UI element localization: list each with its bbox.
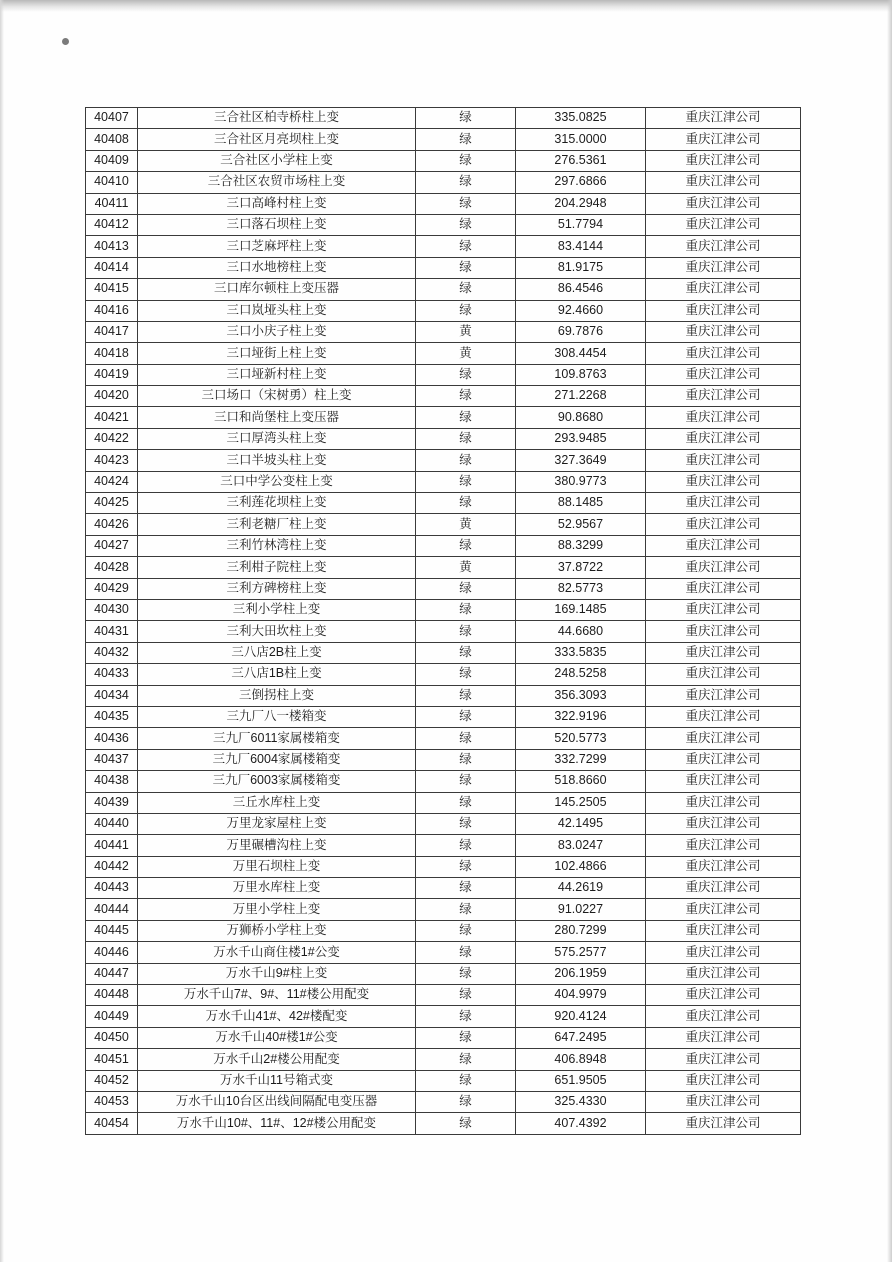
cell-id: 40431 (86, 621, 138, 642)
cell-value: 271.2268 (516, 386, 646, 407)
cell-value: 91.0227 (516, 899, 646, 920)
cell-company: 重庆江津公司 (646, 193, 801, 214)
table-row (86, 835, 801, 856)
cell-company: 重庆江津公司 (646, 599, 801, 620)
cell-value: 518.8660 (516, 771, 646, 792)
cell-status: 绿 (416, 1091, 516, 1112)
cell-value: 575.2577 (516, 942, 646, 963)
cell-name: 万里龙家屋柱上变 (138, 813, 416, 834)
cell-id: 40444 (86, 899, 138, 920)
table-row (86, 214, 801, 235)
cell-value: 52.9567 (516, 514, 646, 535)
cell-value: 280.7299 (516, 920, 646, 941)
cell-value: 332.7299 (516, 749, 646, 770)
table-row (86, 193, 801, 214)
cell-status: 绿 (416, 578, 516, 599)
cell-company: 重庆江津公司 (646, 279, 801, 300)
table-row (86, 407, 801, 428)
cell-status: 绿 (416, 129, 516, 150)
cell-id: 40426 (86, 514, 138, 535)
table-row (86, 279, 801, 300)
table-row (86, 899, 801, 920)
cell-status: 绿 (416, 535, 516, 556)
cell-company: 重庆江津公司 (646, 985, 801, 1006)
cell-status: 绿 (416, 193, 516, 214)
cell-id: 40434 (86, 685, 138, 706)
cell-value: 651.9505 (516, 1070, 646, 1091)
cell-status: 黄 (416, 514, 516, 535)
cell-name: 三八店2B柱上变 (138, 642, 416, 663)
cell-name: 三口中学公变柱上变 (138, 471, 416, 492)
cell-status: 绿 (416, 450, 516, 471)
table-row (86, 428, 801, 449)
cell-company: 重庆江津公司 (646, 835, 801, 856)
cell-id: 40450 (86, 1027, 138, 1048)
table-row (86, 920, 801, 941)
cell-id: 40449 (86, 1006, 138, 1027)
table-row (86, 172, 801, 193)
cell-name: 三口小庆子柱上变 (138, 321, 416, 342)
cell-company: 重庆江津公司 (646, 963, 801, 984)
cell-name: 万里小学柱上变 (138, 899, 416, 920)
cell-company: 重庆江津公司 (646, 343, 801, 364)
cell-status: 绿 (416, 493, 516, 514)
cell-value: 327.3649 (516, 450, 646, 471)
cell-name: 三合社区农贸市场柱上变 (138, 172, 416, 193)
cell-id: 40410 (86, 172, 138, 193)
cell-id: 40413 (86, 236, 138, 257)
cell-id: 40437 (86, 749, 138, 770)
cell-status: 黄 (416, 343, 516, 364)
cell-name: 万水千山2#楼公用配变 (138, 1049, 416, 1070)
cell-company: 重庆江津公司 (646, 321, 801, 342)
cell-status: 绿 (416, 428, 516, 449)
table-row (86, 1070, 801, 1091)
cell-company: 重庆江津公司 (646, 471, 801, 492)
cell-status: 绿 (416, 813, 516, 834)
cell-id: 40439 (86, 792, 138, 813)
cell-name: 三利大田坎柱上变 (138, 621, 416, 642)
cell-id: 40432 (86, 642, 138, 663)
cell-name: 三口厚湾头柱上变 (138, 428, 416, 449)
cell-status: 绿 (416, 749, 516, 770)
cell-status: 绿 (416, 985, 516, 1006)
cell-status: 绿 (416, 642, 516, 663)
cell-name: 三九厂八一楼箱变 (138, 706, 416, 727)
table-row (86, 685, 801, 706)
cell-name: 三口垭街上柱上变 (138, 343, 416, 364)
table-row (86, 364, 801, 385)
cell-name: 三合社区月亮坝柱上变 (138, 129, 416, 150)
cell-company: 重庆江津公司 (646, 407, 801, 428)
cell-id: 40417 (86, 321, 138, 342)
cell-status: 绿 (416, 899, 516, 920)
cell-status: 黄 (416, 321, 516, 342)
cell-company: 重庆江津公司 (646, 172, 801, 193)
cell-company: 重庆江津公司 (646, 813, 801, 834)
cell-name: 万水千山商住楼1#公变 (138, 942, 416, 963)
cell-company: 重庆江津公司 (646, 535, 801, 556)
cell-name: 万里碾槽沟柱上变 (138, 835, 416, 856)
cell-id: 40420 (86, 386, 138, 407)
cell-name: 三利老糖厂柱上变 (138, 514, 416, 535)
cell-company: 重庆江津公司 (646, 728, 801, 749)
cell-company: 重庆江津公司 (646, 300, 801, 321)
table-row (86, 621, 801, 642)
cell-id: 40414 (86, 257, 138, 278)
table-row (86, 386, 801, 407)
cell-id: 40428 (86, 557, 138, 578)
cell-company: 重庆江津公司 (646, 642, 801, 663)
cell-name: 三口落石坝柱上变 (138, 214, 416, 235)
cell-id: 40411 (86, 193, 138, 214)
cell-company: 重庆江津公司 (646, 578, 801, 599)
cell-status: 绿 (416, 1027, 516, 1048)
cell-company: 重庆江津公司 (646, 450, 801, 471)
table-row (86, 856, 801, 877)
cell-status: 绿 (416, 771, 516, 792)
cell-id: 40418 (86, 343, 138, 364)
cell-status: 绿 (416, 300, 516, 321)
table-row (86, 599, 801, 620)
cell-company: 重庆江津公司 (646, 920, 801, 941)
cell-status: 绿 (416, 407, 516, 428)
cell-company: 重庆江津公司 (646, 749, 801, 770)
cell-status: 绿 (416, 835, 516, 856)
table-row (86, 1006, 801, 1027)
cell-status: 绿 (416, 856, 516, 877)
cell-status: 绿 (416, 108, 516, 129)
scan-edge-top (0, 0, 892, 12)
cell-id: 40442 (86, 856, 138, 877)
cell-id: 40424 (86, 471, 138, 492)
cell-status: 绿 (416, 963, 516, 984)
cell-company: 重庆江津公司 (646, 792, 801, 813)
cell-status: 绿 (416, 257, 516, 278)
cell-company: 重庆江津公司 (646, 386, 801, 407)
cell-value: 248.5258 (516, 664, 646, 685)
cell-id: 40429 (86, 578, 138, 599)
cell-id: 40448 (86, 985, 138, 1006)
table-row (86, 728, 801, 749)
cell-name: 万里水库柱上变 (138, 878, 416, 899)
cell-id: 40412 (86, 214, 138, 235)
cell-id: 40419 (86, 364, 138, 385)
cell-id: 40422 (86, 428, 138, 449)
cell-value: 69.7876 (516, 321, 646, 342)
cell-id: 40416 (86, 300, 138, 321)
cell-value: 322.9196 (516, 706, 646, 727)
cell-status: 绿 (416, 150, 516, 171)
cell-company: 重庆江津公司 (646, 1027, 801, 1048)
cell-id: 40435 (86, 706, 138, 727)
cell-name: 三合社区柏寺桥柱上变 (138, 108, 416, 129)
cell-company: 重庆江津公司 (646, 214, 801, 235)
cell-value: 206.1959 (516, 963, 646, 984)
cell-value: 380.9773 (516, 471, 646, 492)
cell-company: 重庆江津公司 (646, 1070, 801, 1091)
cell-value: 297.6866 (516, 172, 646, 193)
table-row (86, 642, 801, 663)
cell-value: 37.8722 (516, 557, 646, 578)
cell-name: 三利小学柱上变 (138, 599, 416, 620)
cell-status: 绿 (416, 878, 516, 899)
cell-value: 308.4454 (516, 343, 646, 364)
table-row (86, 535, 801, 556)
cell-value: 44.2619 (516, 878, 646, 899)
table-row (86, 514, 801, 535)
cell-id: 40453 (86, 1091, 138, 1112)
cell-value: 356.3093 (516, 685, 646, 706)
cell-value: 276.5361 (516, 150, 646, 171)
cell-value: 407.4392 (516, 1113, 646, 1134)
cell-company: 重庆江津公司 (646, 771, 801, 792)
cell-value: 520.5773 (516, 728, 646, 749)
cell-id: 40445 (86, 920, 138, 941)
cell-value: 82.5773 (516, 578, 646, 599)
cell-company: 重庆江津公司 (646, 1006, 801, 1027)
cell-name: 三九厂6011家属楼箱变 (138, 728, 416, 749)
cell-company: 重庆江津公司 (646, 899, 801, 920)
cell-company: 重庆江津公司 (646, 129, 801, 150)
cell-id: 40451 (86, 1049, 138, 1070)
table-row (86, 557, 801, 578)
cell-company: 重庆江津公司 (646, 514, 801, 535)
cell-status: 绿 (416, 664, 516, 685)
cell-name: 万水千山40#楼1#公变 (138, 1027, 416, 1048)
cell-status: 绿 (416, 685, 516, 706)
cell-status: 绿 (416, 599, 516, 620)
cell-value: 293.9485 (516, 428, 646, 449)
cell-id: 40452 (86, 1070, 138, 1091)
cell-id: 40425 (86, 493, 138, 514)
table-row (86, 878, 801, 899)
cell-status: 黄 (416, 557, 516, 578)
cell-value: 90.8680 (516, 407, 646, 428)
cell-name: 三口芝麻坪柱上变 (138, 236, 416, 257)
cell-name: 三口库尔顿柱上变压器 (138, 279, 416, 300)
cell-company: 重庆江津公司 (646, 1049, 801, 1070)
scan-artifact-mark (62, 38, 69, 45)
cell-id: 40454 (86, 1113, 138, 1134)
cell-company: 重庆江津公司 (646, 236, 801, 257)
cell-value: 169.1485 (516, 599, 646, 620)
cell-company: 重庆江津公司 (646, 706, 801, 727)
cell-id: 40447 (86, 963, 138, 984)
cell-value: 88.1485 (516, 493, 646, 514)
cell-id: 40446 (86, 942, 138, 963)
cell-company: 重庆江津公司 (646, 685, 801, 706)
table-row (86, 236, 801, 257)
cell-status: 绿 (416, 621, 516, 642)
cell-status: 绿 (416, 214, 516, 235)
table-row (86, 664, 801, 685)
cell-id: 40443 (86, 878, 138, 899)
cell-value: 335.0825 (516, 108, 646, 129)
cell-name: 三口和尚堡柱上变压器 (138, 407, 416, 428)
cell-name: 三倒拐柱上变 (138, 685, 416, 706)
cell-value: 83.0247 (516, 835, 646, 856)
cell-value: 315.0000 (516, 129, 646, 150)
cell-id: 40423 (86, 450, 138, 471)
cell-value: 44.6680 (516, 621, 646, 642)
cell-value: 647.2495 (516, 1027, 646, 1048)
cell-status: 绿 (416, 1113, 516, 1134)
table-row (86, 792, 801, 813)
cell-value: 102.4866 (516, 856, 646, 877)
table-row (86, 1091, 801, 1112)
table-row (86, 963, 801, 984)
cell-name: 万水千山7#、9#、11#楼公用配变 (138, 985, 416, 1006)
cell-name: 三利竹林湾柱上变 (138, 535, 416, 556)
cell-name: 三口岚垭头柱上变 (138, 300, 416, 321)
cell-name: 万里石坝柱上变 (138, 856, 416, 877)
table-row (86, 108, 801, 129)
cell-name: 三九厂6003家属楼箱变 (138, 771, 416, 792)
table-row (86, 257, 801, 278)
table-row (86, 471, 801, 492)
cell-company: 重庆江津公司 (646, 257, 801, 278)
cell-company: 重庆江津公司 (646, 150, 801, 171)
table-row (86, 129, 801, 150)
cell-name: 万水千山9#柱上变 (138, 963, 416, 984)
table-row (86, 321, 801, 342)
cell-company: 重庆江津公司 (646, 621, 801, 642)
cell-name: 三利方碑榜柱上变 (138, 578, 416, 599)
cell-company: 重庆江津公司 (646, 942, 801, 963)
table-row (86, 578, 801, 599)
cell-status: 绿 (416, 1070, 516, 1091)
cell-status: 绿 (416, 172, 516, 193)
cell-name: 三利柑子院柱上变 (138, 557, 416, 578)
table-row (86, 1049, 801, 1070)
table-row (86, 706, 801, 727)
cell-name: 三口场口（宋树勇）柱上变 (138, 386, 416, 407)
table-row (86, 493, 801, 514)
cell-id: 40415 (86, 279, 138, 300)
cell-name: 三口高峰村柱上变 (138, 193, 416, 214)
cell-value: 51.7794 (516, 214, 646, 235)
cell-company: 重庆江津公司 (646, 856, 801, 877)
cell-company: 重庆江津公司 (646, 364, 801, 385)
table-row (86, 985, 801, 1006)
cell-name: 三合社区小学柱上变 (138, 150, 416, 171)
cell-value: 81.9175 (516, 257, 646, 278)
cell-value: 92.4660 (516, 300, 646, 321)
cell-company: 重庆江津公司 (646, 1091, 801, 1112)
cell-value: 404.9979 (516, 985, 646, 1006)
cell-value: 333.5835 (516, 642, 646, 663)
cell-id: 40427 (86, 535, 138, 556)
cell-name: 三口水地榜柱上变 (138, 257, 416, 278)
cell-value: 204.2948 (516, 193, 646, 214)
cell-id: 40409 (86, 150, 138, 171)
cell-company: 重庆江津公司 (646, 664, 801, 685)
table-row (86, 749, 801, 770)
cell-id: 40436 (86, 728, 138, 749)
cell-company: 重庆江津公司 (646, 493, 801, 514)
transformer-table (85, 107, 801, 1135)
cell-value: 109.8763 (516, 364, 646, 385)
cell-value: 42.1495 (516, 813, 646, 834)
cell-name: 三八店1B柱上变 (138, 664, 416, 685)
cell-status: 绿 (416, 920, 516, 941)
cell-company: 重庆江津公司 (646, 878, 801, 899)
cell-id: 40408 (86, 129, 138, 150)
cell-name: 三利莲花坝柱上变 (138, 493, 416, 514)
table-row (86, 1027, 801, 1048)
cell-status: 绿 (416, 279, 516, 300)
cell-status: 绿 (416, 236, 516, 257)
cell-id: 40440 (86, 813, 138, 834)
cell-name: 三丘水库柱上变 (138, 792, 416, 813)
table-row (86, 771, 801, 792)
table-row (86, 300, 801, 321)
cell-name: 三口半坡头柱上变 (138, 450, 416, 471)
cell-status: 绿 (416, 364, 516, 385)
cell-company: 重庆江津公司 (646, 1113, 801, 1134)
cell-id: 40407 (86, 108, 138, 129)
table-row (86, 942, 801, 963)
cell-value: 86.4546 (516, 279, 646, 300)
cell-name: 万水千山41#、42#楼配变 (138, 1006, 416, 1027)
cell-status: 绿 (416, 1049, 516, 1070)
cell-name: 万狮桥小学柱上变 (138, 920, 416, 941)
cell-status: 绿 (416, 728, 516, 749)
cell-name: 万水千山11号箱式变 (138, 1070, 416, 1091)
table-row (86, 1113, 801, 1134)
scan-edge-left (0, 0, 4, 1262)
cell-company: 重庆江津公司 (646, 428, 801, 449)
cell-id: 40430 (86, 599, 138, 620)
table-row (86, 813, 801, 834)
cell-name: 万水千山10#、11#、12#楼公用配变 (138, 1113, 416, 1134)
cell-status: 绿 (416, 706, 516, 727)
cell-name: 三口垭新村柱上变 (138, 364, 416, 385)
cell-value: 83.4144 (516, 236, 646, 257)
table-row (86, 343, 801, 364)
cell-value: 406.8948 (516, 1049, 646, 1070)
scan-edge-right (887, 0, 892, 1262)
cell-name: 万水千山10台区出线间隔配电变压器 (138, 1091, 416, 1112)
cell-value: 920.4124 (516, 1006, 646, 1027)
table-row (86, 150, 801, 171)
cell-id: 40421 (86, 407, 138, 428)
table-body (86, 108, 801, 1135)
cell-status: 绿 (416, 792, 516, 813)
cell-status: 绿 (416, 386, 516, 407)
table-row (86, 450, 801, 471)
cell-value: 88.3299 (516, 535, 646, 556)
cell-status: 绿 (416, 1006, 516, 1027)
cell-company: 重庆江津公司 (646, 108, 801, 129)
cell-value: 145.2505 (516, 792, 646, 813)
cell-status: 绿 (416, 471, 516, 492)
cell-status: 绿 (416, 942, 516, 963)
cell-name: 三九厂6004家属楼箱变 (138, 749, 416, 770)
cell-value: 325.4330 (516, 1091, 646, 1112)
cell-id: 40441 (86, 835, 138, 856)
cell-id: 40433 (86, 664, 138, 685)
cell-id: 40438 (86, 771, 138, 792)
cell-company: 重庆江津公司 (646, 557, 801, 578)
